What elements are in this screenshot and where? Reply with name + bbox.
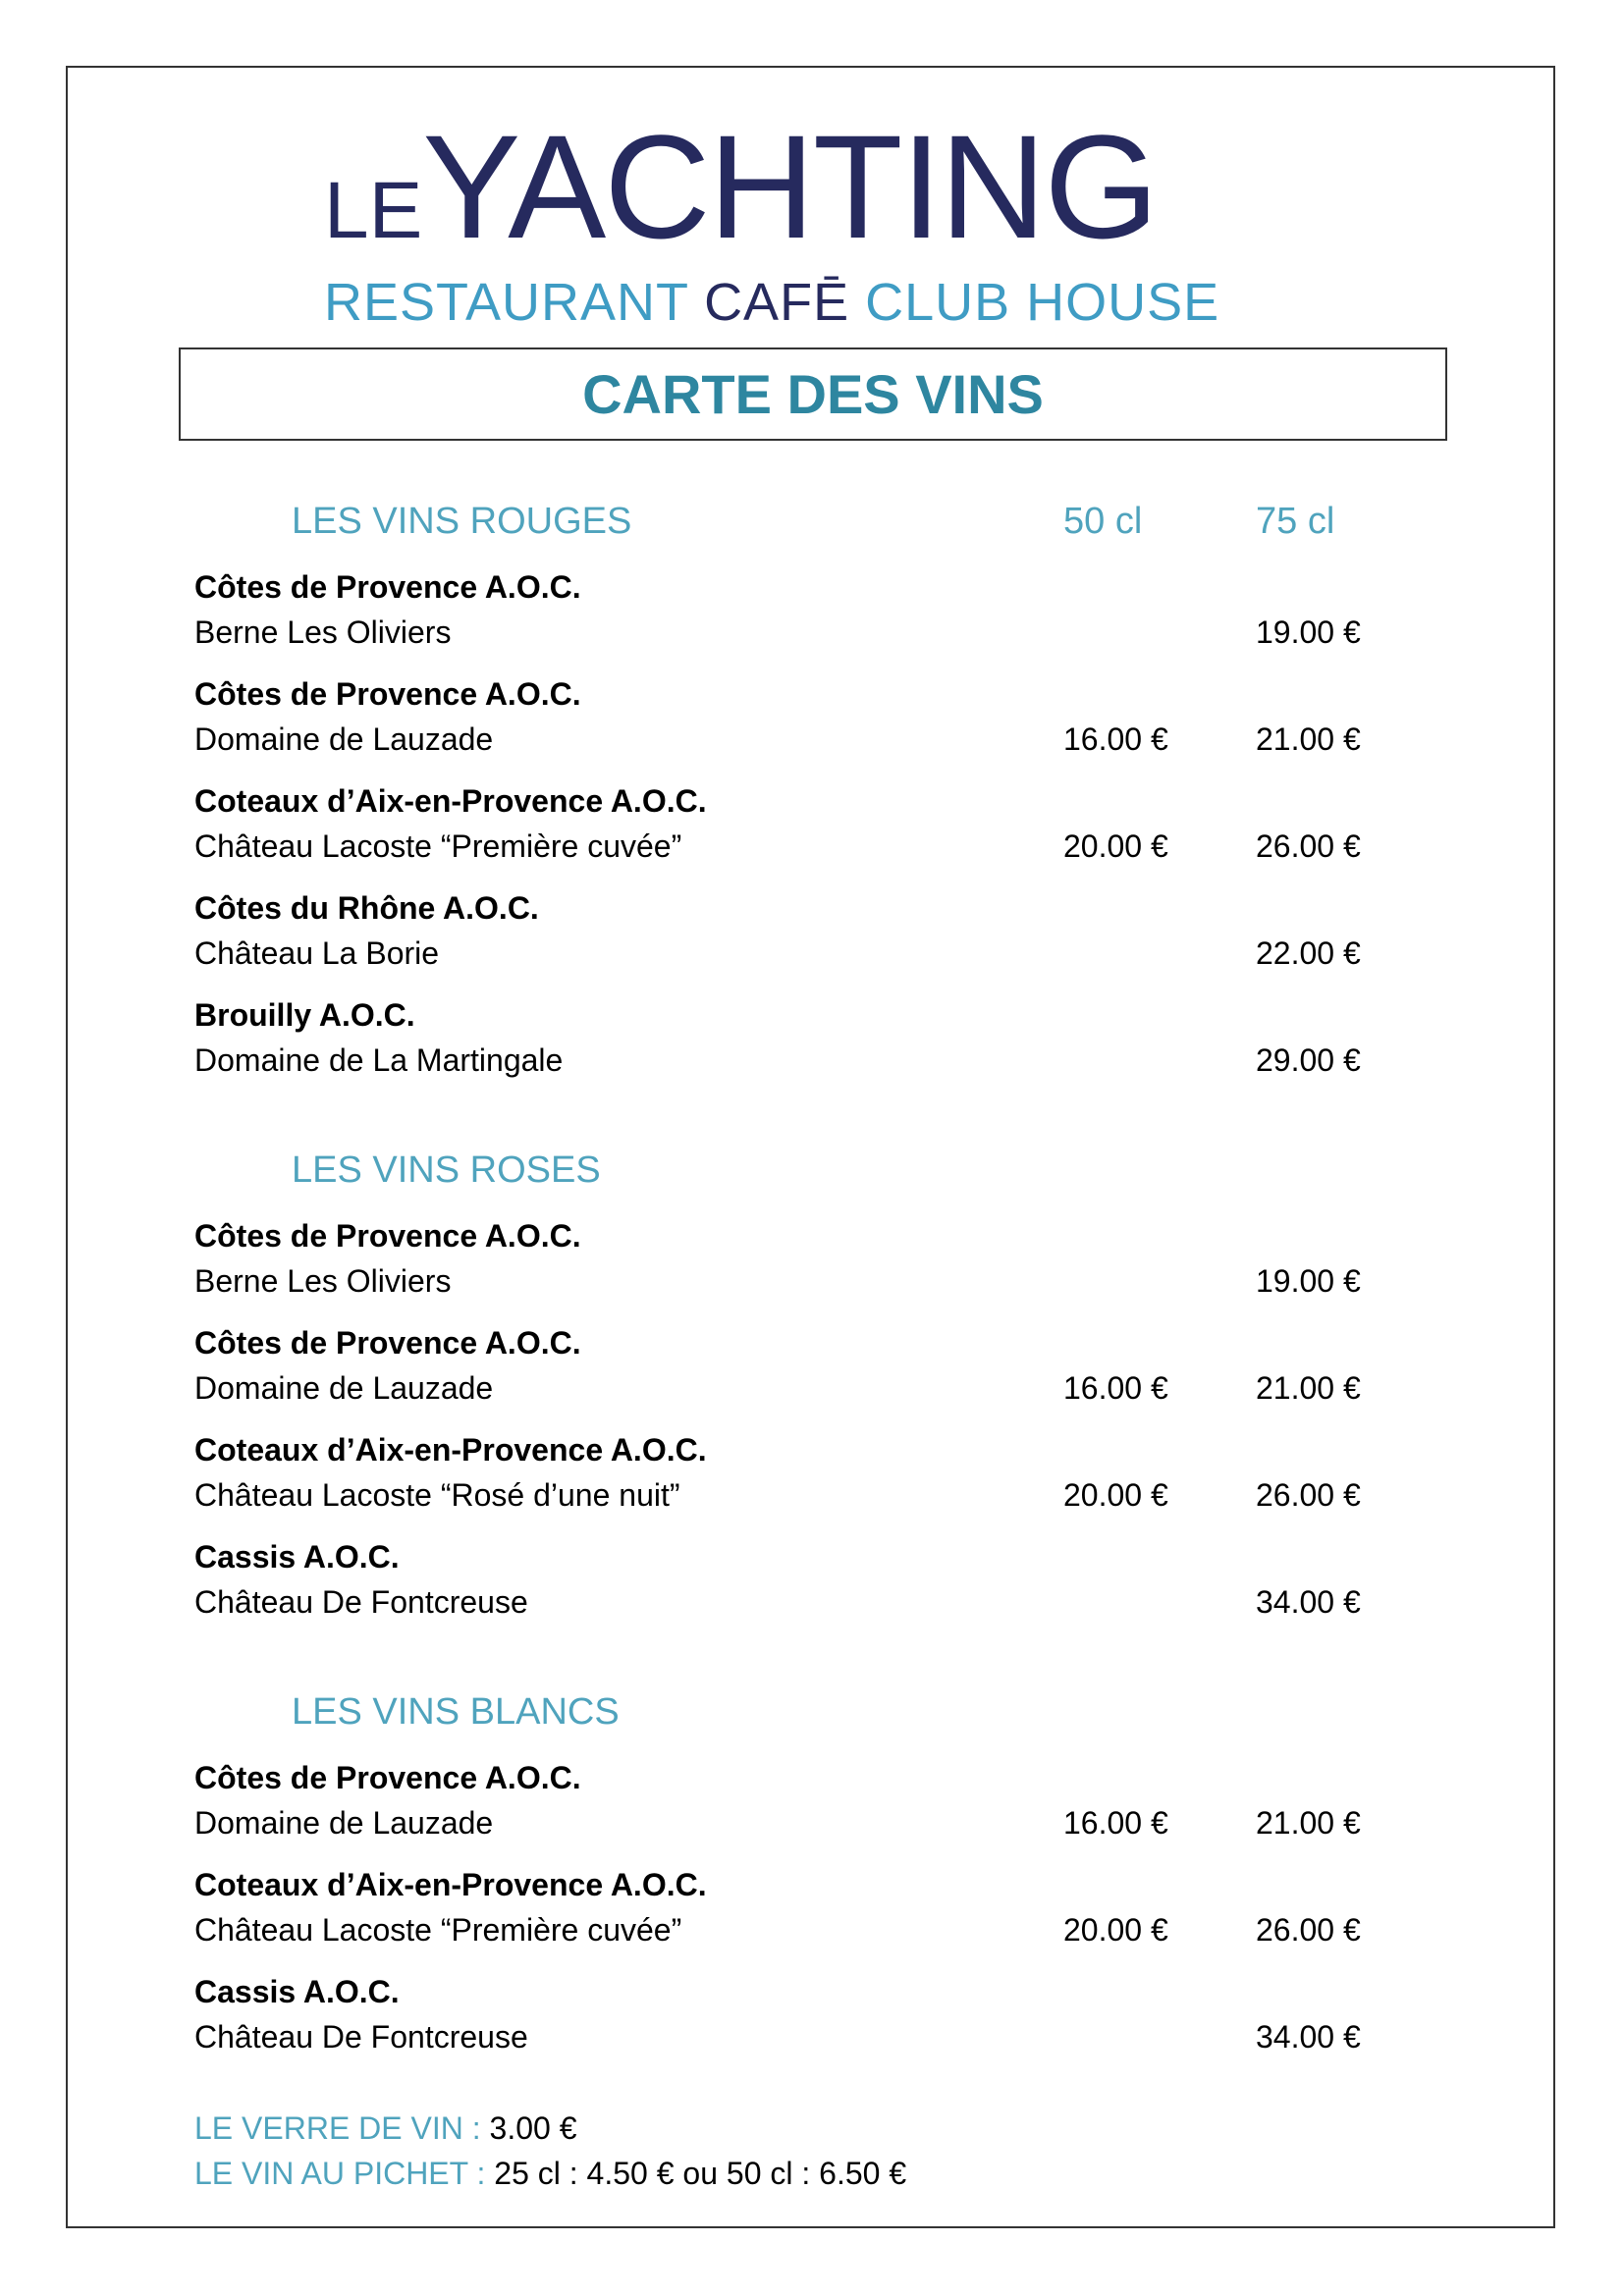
wine-name: Berne Les Oliviers [194, 1263, 452, 1299]
wine-appellation: Cassis A.O.C. [194, 1539, 400, 1575]
price-75cl: 26.00 € [1256, 1477, 1361, 1513]
wine-item [0, 1213, 1623, 1320]
section-header [0, 1127, 1623, 1213]
price-75cl: 29.00 € [1256, 1042, 1361, 1078]
price-75cl: 34.00 € [1256, 1584, 1361, 1620]
wine-name: Domaine de Lauzade [194, 1370, 494, 1406]
price-75cl: 22.00 € [1256, 935, 1361, 971]
wine-appellation: Cassis A.O.C. [194, 1974, 400, 2009]
glass-price-line [194, 2106, 906, 2151]
price-50cl: 16.00 € [1063, 1370, 1168, 1406]
section-header [0, 1669, 1623, 1755]
logo-subtitle [324, 273, 1306, 332]
price-75cl: 34.00 € [1256, 2019, 1361, 2055]
wine-item [0, 564, 1623, 671]
price-75cl: 21.00 € [1256, 721, 1361, 757]
price-75cl: 26.00 € [1256, 828, 1361, 864]
price-50cl: 20.00 € [1063, 1912, 1168, 1948]
wine-name: Berne Les Oliviers [194, 614, 452, 650]
section-title: LES VINS BLANCS [292, 1691, 620, 1733]
wine-appellation: Côtes de Provence A.O.C. [194, 1325, 581, 1361]
column-75cl: 75 cl [1256, 501, 1335, 542]
price-75cl: 21.00 € [1256, 1805, 1361, 1841]
wine-section [0, 478, 1623, 1099]
section-title: LES VINS ROUGES [292, 501, 632, 542]
logo-title [324, 104, 1306, 285]
wine-appellation: Coteaux d’Aix-en-Provence A.O.C. [194, 1867, 707, 1902]
price-50cl: 16.00 € [1063, 721, 1168, 757]
wine-item [0, 671, 1623, 778]
wine-appellation: Côtes de Provence A.O.C. [194, 676, 581, 712]
logo-le: LE [324, 166, 423, 255]
price-50cl: 20.00 € [1063, 1477, 1168, 1513]
wine-section [0, 1127, 1623, 1641]
wine-list [0, 478, 1623, 2076]
wine-appellation: Côtes du Rhône A.O.C. [194, 890, 539, 926]
price-75cl: 21.00 € [1256, 1370, 1361, 1406]
footer [194, 2106, 906, 2196]
wine-item [0, 1862, 1623, 1969]
wine-name: Domaine de La Martingale [194, 1042, 564, 1078]
wine-name: Château Lacoste “Première cuvée” [194, 828, 682, 864]
price-75cl: 26.00 € [1256, 1912, 1361, 1948]
wine-appellation: Côtes de Provence A.O.C. [194, 569, 581, 605]
logo-yachting: YACHTING [422, 104, 1158, 269]
wine-item [0, 778, 1623, 885]
price-75cl: 19.00 € [1256, 614, 1361, 650]
wine-name: Domaine de Lauzade [194, 1805, 494, 1841]
logo [324, 104, 1306, 332]
wine-name: Château Lacoste “Première cuvée” [194, 1912, 682, 1948]
price-50cl: 20.00 € [1063, 828, 1168, 864]
wine-appellation: Côtes de Provence A.O.C. [194, 1218, 581, 1254]
wine-item [0, 1427, 1623, 1534]
page-title: CARTE DES VINS [582, 363, 1044, 425]
price-75cl: 19.00 € [1256, 1263, 1361, 1299]
logo-restaurant: RESTAURANT [324, 273, 689, 332]
pitcher-price-line [194, 2151, 906, 2196]
wine-name: Domaine de Lauzade [194, 721, 494, 757]
section-header [0, 478, 1623, 564]
wine-appellation: Côtes de Provence A.O.C. [194, 1760, 581, 1795]
logo-cafe: CAFĒ [704, 273, 850, 332]
section-title: LES VINS ROSES [292, 1149, 601, 1191]
wine-item [0, 1969, 1623, 2076]
wine-item [0, 992, 1623, 1099]
wine-appellation: Coteaux d’Aix-en-Provence A.O.C. [194, 783, 707, 819]
glass-label: LE VERRE DE VIN : [194, 2110, 490, 2146]
column-50cl: 50 cl [1063, 501, 1143, 542]
wine-appellation: Coteaux d’Aix-en-Provence A.O.C. [194, 1432, 707, 1468]
pitcher-label: LE VIN AU PICHET : [194, 2156, 495, 2191]
wine-item [0, 885, 1623, 992]
pitcher-price: 25 cl : 4.50 € ou 50 cl : 6.50 € [494, 2156, 907, 2191]
wine-item [0, 1534, 1623, 1641]
title-box [179, 347, 1447, 441]
price-50cl: 16.00 € [1063, 1805, 1168, 1841]
wine-name: Château De Fontcreuse [194, 2019, 528, 2055]
logo-club: CLUB HOUSE [865, 273, 1220, 332]
wine-appellation: Brouilly A.O.C. [194, 997, 415, 1033]
wine-item [0, 1755, 1623, 1862]
wine-name: Château De Fontcreuse [194, 1584, 528, 1620]
wine-item [0, 1320, 1623, 1427]
glass-price: 3.00 € [489, 2110, 577, 2146]
wine-section [0, 1669, 1623, 2076]
wine-name: Château Lacoste “Rosé d’une nuit” [194, 1477, 680, 1513]
wine-name: Château La Borie [194, 935, 440, 971]
